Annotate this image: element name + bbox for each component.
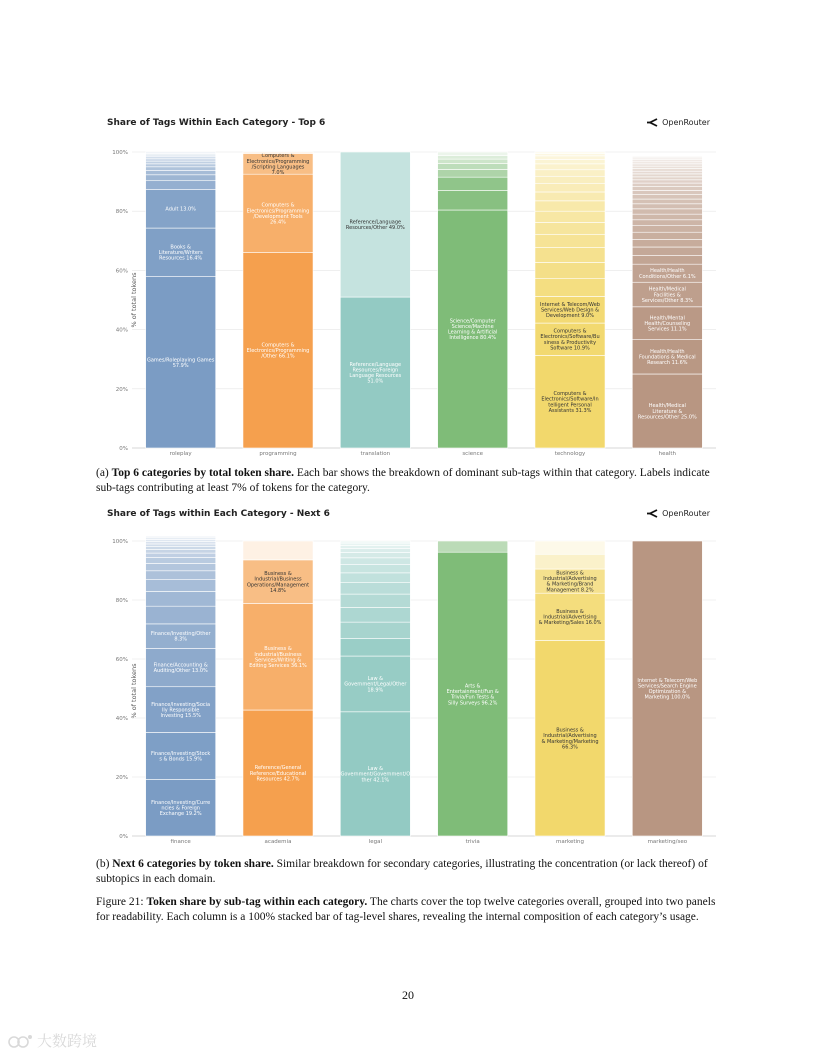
bar-segment bbox=[632, 204, 702, 209]
figure-caption-text: The charts cover the top twelve categories overall, grouped into two panels for readability. Each column is a 100% stacked bar of tag-level shares, revealing the internal composition of each category’s usage. bbox=[96, 896, 716, 923]
bar-segment bbox=[146, 161, 216, 164]
x-tick-label: academia bbox=[264, 839, 292, 845]
bar-segment bbox=[340, 543, 410, 545]
bar-segment bbox=[632, 199, 702, 204]
bar-segment bbox=[632, 247, 702, 255]
bar-roleplay bbox=[146, 152, 216, 448]
segment-label: Science/Computer Science/Machine Learning & Artificial Intelligence 80.4% bbox=[447, 318, 498, 342]
bar-segment bbox=[535, 234, 605, 247]
bar-segment bbox=[340, 573, 410, 582]
y-tick-label: 20% bbox=[115, 386, 128, 393]
bar-segment bbox=[340, 553, 410, 558]
bar-segment bbox=[146, 591, 216, 606]
bar-programming bbox=[243, 152, 313, 448]
bar-health bbox=[632, 156, 702, 448]
bar-segment bbox=[146, 181, 216, 190]
bar-segment bbox=[146, 553, 216, 557]
caption-text: Similar breakdown for secondary categories, illustrating the concentration (or lack thereof) of subtopics in each domain. bbox=[96, 858, 708, 885]
y-tick-label: 60% bbox=[115, 657, 128, 663]
y-axis-label: % of total tokens bbox=[130, 272, 138, 328]
bar-segment bbox=[535, 192, 605, 201]
bar-segment bbox=[146, 167, 216, 171]
segment-label: Finance/Investing/Curre ncies & Foreign Exchange 19.2% bbox=[151, 799, 211, 818]
x-tick-label: translation bbox=[360, 451, 391, 457]
segment-label: Adult 13.0% bbox=[165, 206, 196, 213]
bar-segment bbox=[632, 190, 702, 194]
bar-segment bbox=[146, 170, 216, 174]
bar-segment bbox=[243, 152, 313, 153]
bar-segment bbox=[146, 152, 216, 153]
chart-panel-top6 bbox=[96, 112, 720, 462]
page-number: 20 bbox=[402, 988, 414, 1002]
bar-segment bbox=[340, 541, 410, 543]
caption-bold: Next 6 categories by token share. bbox=[112, 858, 274, 870]
x-tick-label: marketing/seo bbox=[647, 839, 688, 845]
bar-legal bbox=[340, 541, 410, 836]
bar-segment bbox=[632, 239, 702, 247]
segment-label: Computers & Electronics/Software/In telligent Personal Assistants 31.3% bbox=[541, 391, 599, 414]
chart-title: Share of Tags Within Each Category - Top 6 bbox=[107, 118, 326, 128]
bar-segment bbox=[632, 166, 702, 168]
x-tick-label: health bbox=[658, 451, 677, 457]
segment-label: Business & Industrial/Business Operations/Management 14.8% bbox=[246, 571, 310, 594]
bar-segment bbox=[535, 184, 605, 192]
segment-label: Business & Industrial/Advertising & Marketing/Brand Management 8.2% bbox=[543, 570, 597, 594]
chart-panel-next6 bbox=[96, 503, 720, 848]
bar-segment bbox=[340, 594, 410, 607]
bar-segment bbox=[535, 201, 605, 211]
brand-name: OpenRouter bbox=[662, 509, 710, 518]
bar-segment bbox=[438, 156, 508, 160]
figure-caption bbox=[96, 895, 720, 925]
bar-segment bbox=[535, 222, 605, 234]
bar-segment bbox=[535, 153, 605, 155]
bar-segment bbox=[146, 550, 216, 554]
bar-segment bbox=[535, 262, 605, 278]
y-tick-label: 20% bbox=[115, 775, 128, 781]
segment-label: Business & Industrial/Business Services/Writing & Editing Services 36.1% bbox=[249, 646, 307, 669]
bar-segment bbox=[340, 638, 410, 656]
bar-segment bbox=[146, 175, 216, 181]
bar-segment bbox=[632, 174, 702, 177]
bar-segment bbox=[438, 190, 508, 210]
bar-segment bbox=[340, 622, 410, 638]
bar-segment bbox=[438, 541, 508, 552]
bar-segment bbox=[632, 169, 702, 172]
brand-name: OpenRouter bbox=[662, 118, 710, 127]
y-tick-label: 100% bbox=[112, 150, 128, 156]
caption-a bbox=[96, 466, 720, 496]
y-tick-label: 100% bbox=[112, 539, 128, 545]
chart-title: Share of Tags within Each Category - Next 6 bbox=[107, 509, 330, 519]
y-axis-label: % of total tokens bbox=[130, 663, 138, 719]
segment-label: Law & Government/Legal/Other 18.9% bbox=[344, 676, 407, 694]
figure-caption-bold: Token share by sub-tag within each category. bbox=[146, 896, 368, 908]
bar-segment bbox=[632, 232, 702, 239]
segment-label: Internet & Telecom/Web Services/Search Engine Optimization & Marketing 100.0% bbox=[637, 677, 698, 701]
bar-segment bbox=[632, 214, 702, 220]
bar-marketing-seo bbox=[632, 541, 702, 836]
bar-segment bbox=[146, 558, 216, 564]
stacked-bar-plot bbox=[96, 503, 720, 848]
x-tick-label: programming bbox=[259, 451, 297, 457]
bar-segment bbox=[146, 571, 216, 580]
bar-academia bbox=[243, 541, 313, 836]
bar-finance bbox=[146, 536, 216, 836]
bar-segment bbox=[632, 209, 702, 214]
bar-segment bbox=[340, 545, 410, 548]
bar-segment bbox=[632, 220, 702, 226]
watermark-text: 大数跨境 bbox=[37, 1032, 98, 1050]
bar-segment bbox=[146, 159, 216, 161]
bar-segment bbox=[535, 541, 605, 554]
bar-translation bbox=[340, 152, 410, 448]
segment-label: Computers & Electronics/Programming /Development Tools 26.4% bbox=[246, 202, 310, 226]
bar-segment bbox=[632, 226, 702, 233]
watermark bbox=[8, 1030, 97, 1051]
bar-segment bbox=[535, 164, 605, 170]
bar-segment bbox=[340, 607, 410, 622]
bar-segment bbox=[146, 157, 216, 159]
bar-segment bbox=[340, 558, 410, 565]
bar-segment bbox=[535, 248, 605, 263]
segment-label: Reference/Language Resources/Foreign Language Resources 51.0% bbox=[349, 361, 402, 385]
segment-label: Health/Health Foundations & Medical Research 11.6% bbox=[638, 349, 696, 367]
segment-label: Reference/General Reference/Educational Resources 42.7% bbox=[249, 765, 307, 783]
x-tick-label: trivia bbox=[465, 839, 480, 845]
bar-segment bbox=[632, 162, 702, 164]
caption-label: (a) bbox=[96, 467, 109, 479]
bar-segment bbox=[438, 159, 508, 163]
y-tick-label: 60% bbox=[115, 268, 128, 275]
bar-segment bbox=[632, 164, 702, 166]
caption-text: Each bar shows the breakdown of dominant sub-tags within that category. Labels indicate sub-tags contributing at least 7% of tokens for the category. bbox=[96, 467, 710, 494]
bar-segment bbox=[340, 582, 410, 594]
bar-segment bbox=[632, 160, 702, 162]
x-tick-label: roleplay bbox=[169, 451, 192, 457]
bar-segment bbox=[438, 177, 508, 190]
watermark-logo-icon bbox=[8, 1033, 34, 1049]
segment-label: Finance/Investing/Socia lly Responsible Investing 15.5% bbox=[151, 701, 211, 719]
bar-segment bbox=[535, 159, 605, 163]
segment-label: Finance/Investing/Other 8.3% bbox=[150, 631, 211, 643]
bar-segment bbox=[632, 187, 702, 191]
bar-segment bbox=[632, 156, 702, 157]
y-tick-label: 40% bbox=[115, 327, 128, 334]
bar-segment bbox=[146, 542, 216, 544]
bar-segment bbox=[535, 152, 605, 153]
bar-segment bbox=[535, 176, 605, 183]
segment-label: Law & Government/Government/O ther 42.1% bbox=[340, 766, 411, 784]
y-tick-label: 0% bbox=[119, 834, 128, 840]
y-tick-label: 80% bbox=[115, 209, 128, 216]
figure-label: Figure 21: bbox=[96, 896, 144, 908]
segment-label: Finance/Accounting & Auditing/Other 13.0% bbox=[153, 662, 208, 675]
segment-label: Internet & Telecom/Web Services/Web Design & Development 9.0% bbox=[540, 301, 600, 320]
segment-label: Business & Industrial/Advertising & Marketing/Marketing 66.3% bbox=[541, 727, 599, 751]
bar-segment bbox=[632, 255, 702, 264]
segment-label: Reference/Language Resources/Other 49.0% bbox=[345, 219, 405, 232]
x-tick-label: marketing bbox=[555, 839, 585, 845]
bar-technology bbox=[535, 152, 605, 448]
bar-segment bbox=[438, 164, 508, 170]
segment-label: Books & Literature/Writers Resources 16.4% bbox=[158, 244, 203, 262]
bar-segment bbox=[632, 171, 702, 174]
bar-segment bbox=[146, 540, 216, 542]
bar-segment bbox=[146, 544, 216, 547]
bar-segment bbox=[632, 177, 702, 180]
bar-trivia bbox=[438, 541, 508, 836]
segment-label: Finance/Investing/Stock s & Bonds 15.9% bbox=[151, 750, 211, 763]
caption-label: (b) bbox=[96, 858, 110, 870]
bar-segment bbox=[438, 152, 508, 156]
caption-b bbox=[96, 857, 720, 887]
bar-segment bbox=[340, 565, 410, 573]
bar-segment bbox=[146, 563, 216, 570]
bar-segment bbox=[632, 180, 702, 183]
bar-segment bbox=[146, 547, 216, 550]
segment-label: Business & Industrial/Advertising & Marketing/Sales 16.0% bbox=[538, 609, 602, 627]
bar-segment bbox=[632, 195, 702, 199]
x-tick-label: science bbox=[462, 451, 484, 457]
bar-segment bbox=[438, 169, 508, 177]
bar-segment bbox=[340, 548, 410, 552]
bar-segment bbox=[632, 183, 702, 187]
x-tick-label: technology bbox=[554, 451, 586, 457]
x-tick-label: legal bbox=[368, 839, 382, 845]
bar-segment bbox=[243, 541, 313, 560]
y-tick-label: 80% bbox=[115, 598, 128, 604]
x-tick-label: finance bbox=[170, 839, 191, 845]
segment-label: Games/Roleplaying Games 57.9% bbox=[146, 357, 215, 369]
bar-segment bbox=[535, 211, 605, 222]
bar-marketing bbox=[535, 541, 605, 836]
y-tick-label: 40% bbox=[115, 716, 128, 722]
segment-label: Arts & Entertainment/Fun & Trivia/Fun Tests & Silly Surveys 96.2% bbox=[446, 683, 499, 707]
bar-segment bbox=[535, 170, 605, 177]
bar-segment bbox=[146, 606, 216, 624]
segment-label: Health/Health Conditions/Other 6.1% bbox=[639, 268, 696, 280]
segment-label: Computers & Electronics/Programming /Other 66.1% bbox=[246, 342, 310, 360]
segment-label: Computers & Electronics/Programming /Scripting Languages 7.0% bbox=[246, 153, 310, 177]
segment-label: Computers & Electronics/Software/Bu siness & Productivity Software 10.9% bbox=[540, 328, 600, 352]
caption-bold: Top 6 categories by total token share. bbox=[111, 467, 295, 479]
segment-label: Health/Medical Literature & Resources/Other 25.0% bbox=[637, 403, 697, 421]
segment-label: Health/Mental Health/Counseling Services 11.1% bbox=[644, 315, 691, 333]
stacked-bar-plot bbox=[96, 112, 720, 462]
segment-label: Health/Medical Facilities & Services/Other 8.3% bbox=[641, 286, 693, 304]
bar-segment bbox=[146, 536, 216, 537]
bar-segment bbox=[535, 279, 605, 297]
bar-segment bbox=[146, 580, 216, 592]
bar-segment bbox=[535, 554, 605, 569]
bar-segment bbox=[535, 156, 605, 160]
y-tick-label: 0% bbox=[119, 446, 128, 452]
bar-segment bbox=[146, 164, 216, 167]
bar-science bbox=[438, 152, 508, 448]
